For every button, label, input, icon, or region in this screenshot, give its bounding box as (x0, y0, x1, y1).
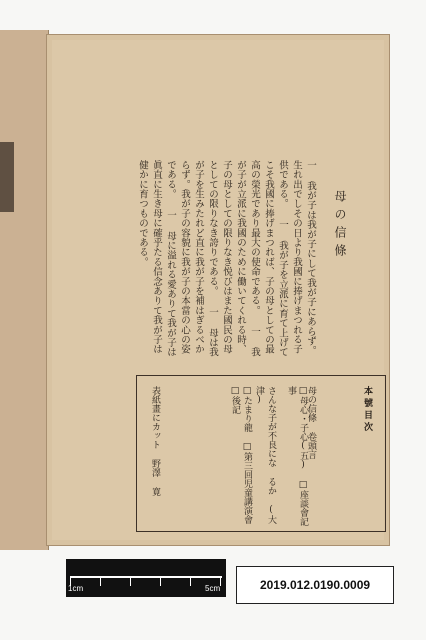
previous-page-mark (0, 142, 14, 212)
scale-label-right: 5cm (205, 584, 221, 593)
toc-sub3: □たまり龍 □第三回児童講演會 □後記 (230, 386, 252, 524)
toc-footer: 表紙畫にカット 野澤 寛 (150, 386, 160, 496)
previous-page-edge (0, 30, 49, 550)
catalog-number: 2019.012.0190.0009 (236, 566, 394, 604)
toc-heading: 本號目次 (362, 386, 372, 434)
document-body: 一 我が子は我が子にして我が子にあらず。生れ出でしその日より我國に捧げまつれる子供である。 一 我が子を立派に育て上げてこそ我國に捧げまつれば、子の母としての最高の榮光であり最大の使命である。 一 我が子が立派に我國のために働いてくれる時、子の母としての限りなき悦びはまた國民の母としての限りなき誇りである。 一 母は我が子を生みたれど直に我が子を補はぎるべからず。我が子の容貌に我が子の本當の心の姿である。 一 母に溢れる愛ありて我が子は眞直に生き母に確乎たる信念ありて我が子は健かに育つものである。 (137, 160, 316, 357)
scale-ticks (70, 576, 222, 588)
toc-main: 母の信條 卷頭言 (306, 386, 316, 459)
scale-label-left: 1cm (68, 584, 84, 593)
scale-tick (220, 578, 221, 586)
scale-tick (190, 578, 191, 586)
document-page (46, 34, 390, 546)
scale-tick (100, 578, 101, 586)
page-paper (52, 40, 384, 540)
scale-tick (130, 578, 131, 586)
scale-tick (160, 578, 161, 586)
toc-box (136, 375, 386, 532)
toc-sub2: さんな子が不良にな るか (大津) (254, 386, 276, 524)
document-title: 母の信條 (333, 190, 347, 262)
toc-sub1: □母心・子心(五) □座談會記事 (286, 386, 308, 526)
